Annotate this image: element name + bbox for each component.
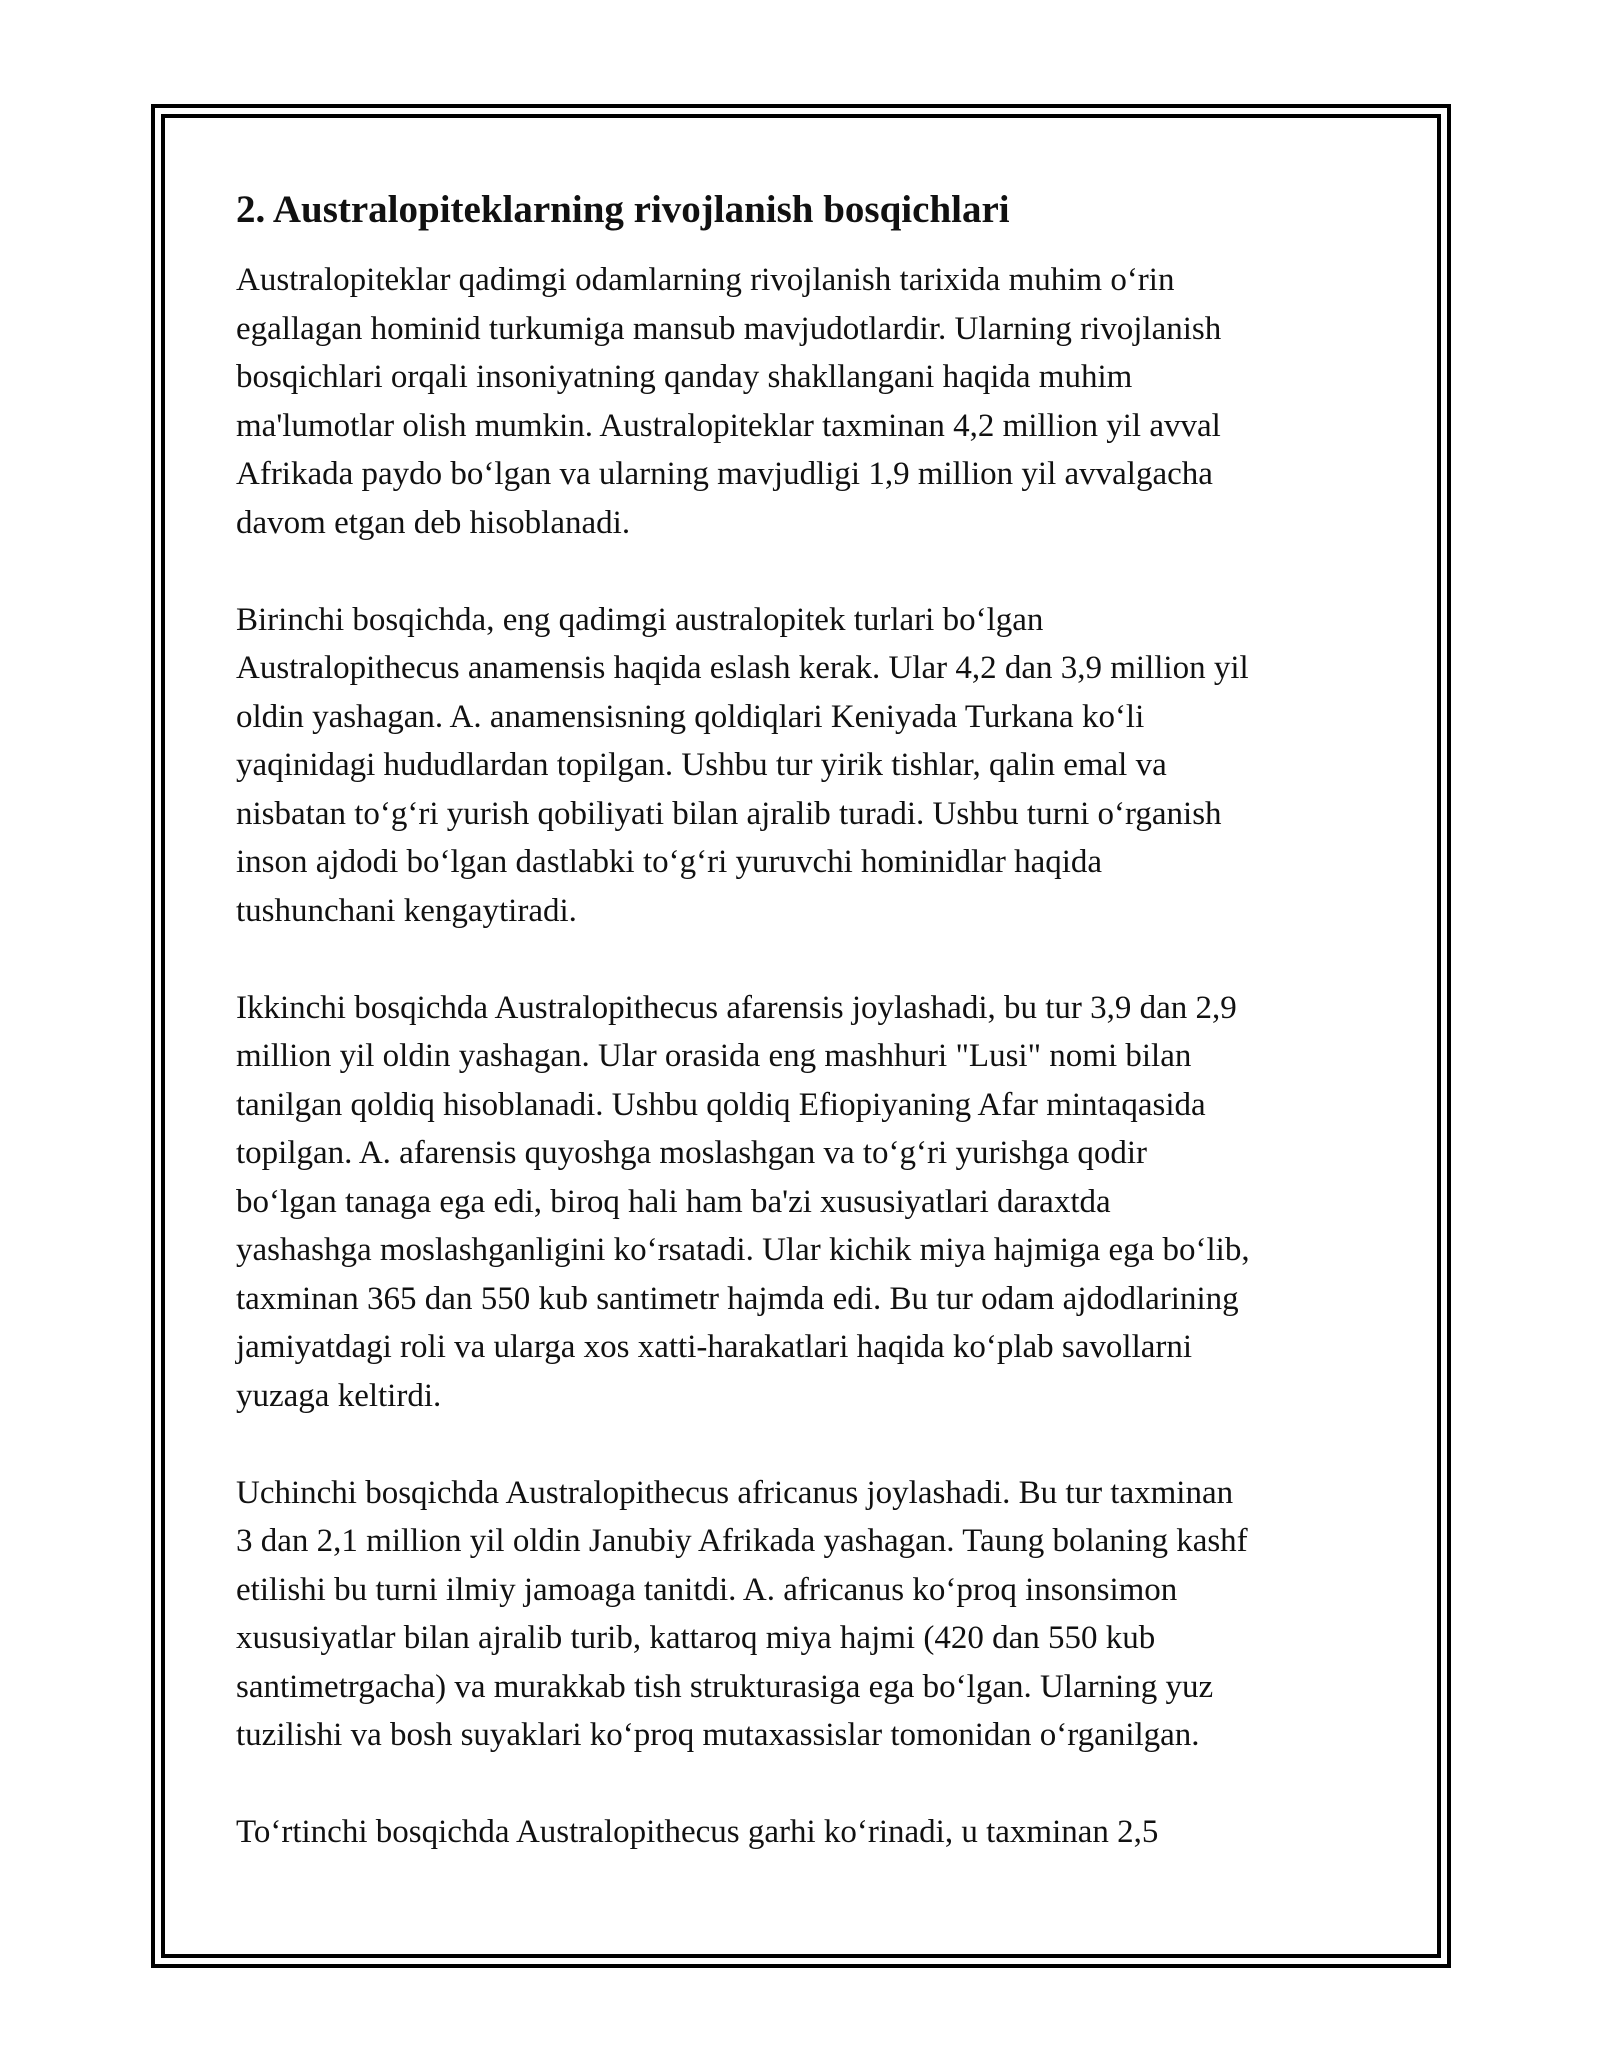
- text-line: nisbatan toʻgʻri yurish qobiliyati bilan ajralib turadi. Ushbu turni oʻrganish: [236, 795, 1222, 832]
- text-line: million yil oldin yashagan. Ular orasida eng mashhuri "Lusi" nomi bilan: [236, 1038, 1192, 1074]
- text-line: Birinchi bosqichda, eng qadimgi australopitek turlari boʻlgan: [236, 601, 1044, 638]
- paragraph: [236, 1469, 1386, 1760]
- text-line: inson ajdodi boʻlgan dastlabki toʻgʻri yuruvchi hominidlar haqida: [236, 844, 1103, 880]
- document-body: [236, 186, 1386, 1905]
- text-line: taxminan 365 dan 550 kub santimetr hajmda edi. Bu tur odam ajdodlarining: [236, 1280, 1239, 1317]
- paragraph: [236, 1808, 1386, 1857]
- paragraph-list: [236, 256, 1386, 1857]
- text-line: jamiyatdagi roli va ularga xos xatti-harakatlari haqida koʻplab savollarni: [236, 1329, 1193, 1365]
- text-line: Australopiteklar qadimgi odamlarning rivojlanish tarixida muhim oʻrin: [236, 262, 1175, 298]
- paragraph: [236, 596, 1386, 936]
- text-line: Australopithecus anamensis haqida eslash kerak. Ular 4,2 dan 3,9 million yil: [236, 650, 1249, 686]
- text-line: xususiyatlar bilan ajralib turib, kattaroq miya hajmi (420 dan 550 kub: [236, 1620, 1156, 1656]
- text-line: yaqinidagi hududlardan topilgan. Ushbu tur yirik tishlar, qalin emal va: [236, 747, 1167, 783]
- text-line: boʻlgan tanaga ega edi, biroq hali ham ba'zi xususiyatlari daraxtda: [236, 1183, 1111, 1220]
- paragraph: [236, 256, 1386, 547]
- text-line: Afrikada paydo boʻlgan va ularning mavjudligi 1,9 million yil avvalgacha: [236, 456, 1213, 492]
- text-line: Toʻrtinchi bosqichda Australopithecus garhi koʻrinadi, u taxminan 2,5: [236, 1814, 1159, 1850]
- text-line: Uchinchi bosqichda Australopithecus africanus joylashadi. Bu tur taxminan: [236, 1474, 1234, 1511]
- text-line: ma'lumotlar olish mumkin. Australopiteklar taxminan 4,2 million yil avval: [236, 407, 1221, 444]
- text-line: etilishi bu turni ilmiy jamoaga tanitdi. A. africanus koʻproq insonsimon: [236, 1571, 1178, 1608]
- text-line: egallagan hominid turkumiga mansub mavjudotlardir. Ularning rivojlanish: [236, 310, 1222, 347]
- text-line: oldin yashagan. A. anamensisning qoldiqlari Keniyada Turkana koʻli: [236, 698, 1145, 735]
- paragraph: [236, 984, 1386, 1421]
- section-heading: 2. Australopiteklarning rivojlanish bosqichlari: [236, 188, 1010, 231]
- text-line: bosqichlari orqali insoniyatning qanday shakllangani haqida muhim: [236, 359, 1133, 395]
- text-line: Ikkinchi bosqichda Australopithecus afarensis joylashadi, bu tur 3,9 dan 2,9: [236, 989, 1237, 1026]
- text-line: 3 dan 2,1 million yil oldin Janubiy Afrikada yashagan. Taung bolaning kashf: [236, 1523, 1248, 1559]
- text-line: topilgan. A. afarensis quyoshga moslashgan va toʻgʻri yurishga qodir: [236, 1135, 1147, 1171]
- text-line: davom etgan deb hisoblanadi.: [236, 504, 631, 541]
- text-line: tanilgan qoldiq hisoblanadi. Ushbu qoldiq Efiopiyaning Afar mintaqasida: [236, 1086, 1206, 1123]
- text-line: tuzilishi va bosh suyaklari koʻproq mutaxassislar tomonidan oʻrganilgan.: [236, 1717, 1200, 1753]
- text-line: santimetrgacha) va murakkab tish strukturasiga ega boʻlgan. Ularning yuz: [236, 1668, 1214, 1705]
- text-line: yashashga moslashganligini koʻrsatadi. Ular kichik miya hajmiga ega boʻlib,: [236, 1232, 1250, 1268]
- text-line: tushunchani kengaytiradi.: [236, 892, 577, 929]
- text-line: yuzaga keltirdi.: [236, 1377, 442, 1414]
